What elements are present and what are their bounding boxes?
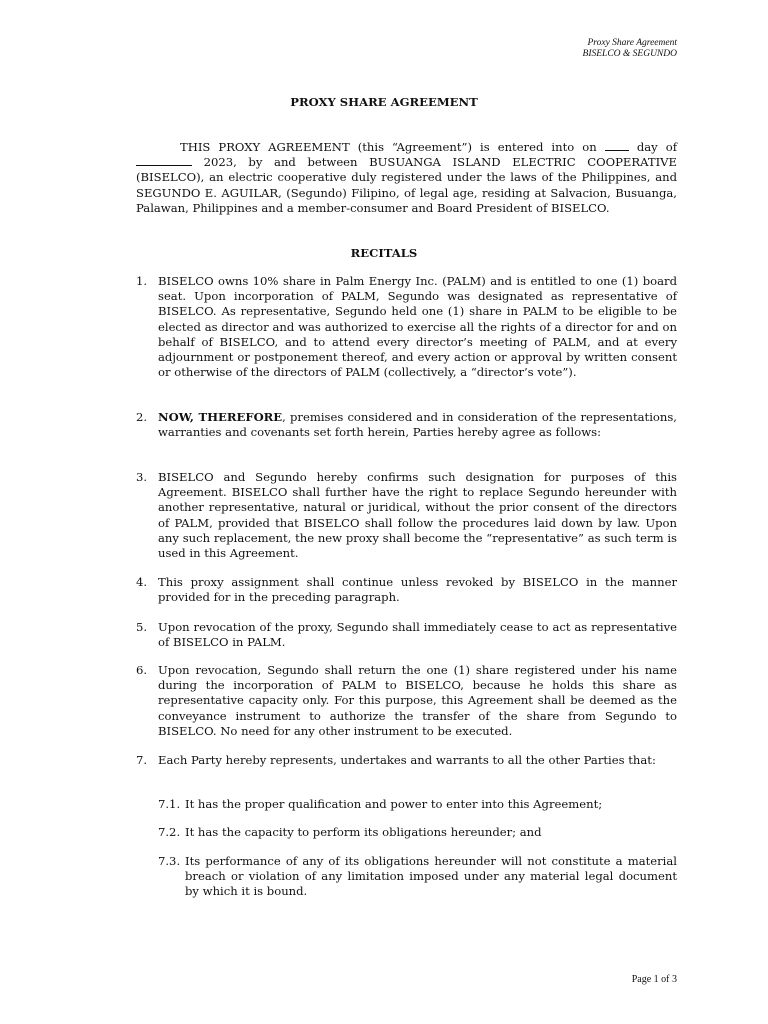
list-item [136,575,677,605]
list-item [136,753,677,768]
list-item-text-rest: , premises considered and in consideration of the representations, warranties and covenants set forth herein, Parties hereby agree as follows: [158,410,677,440]
list-item [136,274,677,380]
list-item-text: Upon revocation of the proxy, Segundo shall immediately cease to act as representative of BISELCO in PALM. [158,620,677,650]
list-item-text [158,410,677,440]
running-header [583,38,677,60]
intro-part-1: THIS PROXY AGREEMENT (this “Agreement”) is entered into on [180,140,597,154]
list-item-number: 5. [136,620,148,634]
list-item-text: Each Party hereby represents, undertakes and warrants to all the other Parties that: [158,753,656,767]
list-item-number: 2. [136,410,148,424]
month-blank [136,155,192,166]
list-item-number: 3. [136,470,148,484]
list-item-number: 6. [136,663,148,677]
sub-item-text: Its performance of any of its obligations hereunder will not constitute a material breach or violation of any limitation imposed under any material legal document by which it is bound. [185,854,677,899]
list-item [136,663,677,739]
day-blank [605,140,629,151]
list-item-text: BISELCO and Segundo hereby confirms such designation for purposes of this Agreement. BISELCO shall further have the right to replace Segundo hereunder with another representative, natural or juridical, without the prior consent of the directors of PALM, provided that BISELCO shall follow the procedures laid down by law. Upon any such replacement, the new proxy shall become the “representative” as such term is used in this Agreement. [158,470,677,561]
sub-list-item [158,854,677,900]
sub-item-number: 7.1. [158,797,181,811]
sub-item-text: It has the proper qualification and power to enter into this Agreement; [185,797,603,811]
intro-part-2: day of [636,140,678,154]
page-number: Page 1 of 3 [631,974,677,985]
now-therefore-bold: NOW, THEREFORE [158,410,283,424]
list-item-text: This proxy assignment shall continue unless revoked by BISELCO in the manner provided for in the preceding paragraph. [158,575,677,605]
sub-item-number: 7.3. [158,854,181,868]
recitals-heading: RECITALS [350,246,418,260]
list-item-text: BISELCO owns 10% share in Palm Energy Inc. (PALM) and is entitled to one (1) board seat. Upon incorporation of PALM, Segundo was designated as representative of BISELCO. As representative, Segundo held one (1) share in PALM to be eligible to be elected as director and was authorized to exercise all the rights of a director for and on behalf of BISELCO, and to attend every director’s meeting of PALM, and at every adjournment or postponement thereof, and every action or approval by written consent or otherwise of the directors of PALM (collectively, a “director’s vote”). [158,274,677,380]
intro-part-3: 2023, by and between BUSUANGA ISLAND ELECTRIC COOPERATIVE (BISELCO), an electric cooperative duly registered under the laws of the Philippines, and SEGUNDO E. AGUILAR, (Segundo) Filipino, of legal age, residing at Salvacion, Busuanga, Palawan, Philippines and a member-consumer and Board President of BISELCO. [136,155,677,215]
sub-list-item [158,825,677,840]
intro-paragraph [136,140,677,216]
list-item [136,410,677,440]
sub-list-item [158,797,677,812]
list-item [136,470,677,561]
sub-item-text: It has the capacity to perform its obligations hereunder; and [185,825,542,839]
header-line-1: Proxy Share Agreement [587,38,677,48]
document-title: PROXY SHARE AGREEMENT [290,95,478,109]
list-item-number: 1. [136,274,148,288]
header-line-2: BISELCO & SEGUNDO [582,49,677,59]
list-item-number: 7. [136,753,148,767]
sub-item-number: 7.2. [158,825,181,839]
list-item [136,620,677,650]
list-item-text: Upon revocation, Segundo shall return the one (1) share registered under his name during the incorporation of PALM to BISELCO, because he holds this share as representative capacity only. For this purpose, this Agreement shall be deemed as the conveyance instrument to authorize the transfer of the share from Segundo to BISELCO. No need for any other instrument to be executed. [158,663,677,738]
list-item-number: 4. [136,575,148,589]
